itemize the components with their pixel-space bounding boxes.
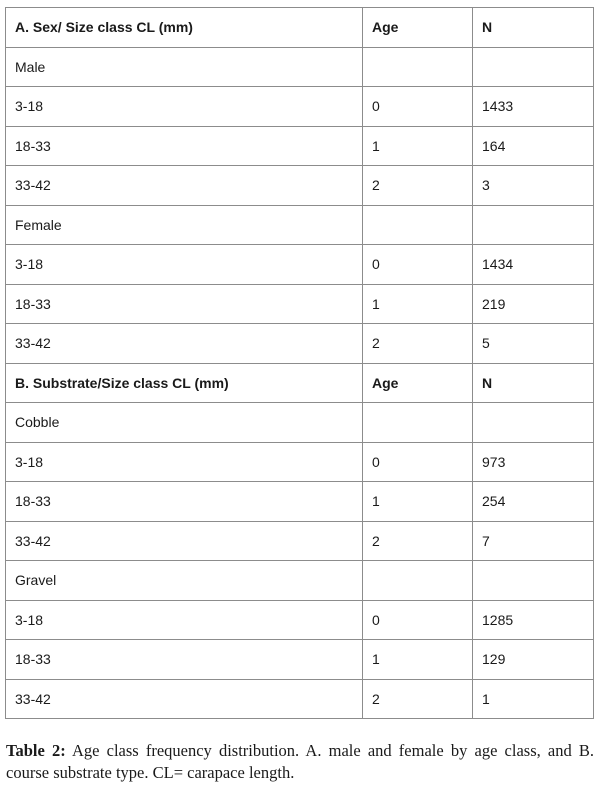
empty-cell <box>363 205 473 245</box>
age-cell: 2 <box>363 324 473 364</box>
size-class-cell: 33-42 <box>6 166 363 206</box>
table-row <box>6 640 594 680</box>
n-cell: 219 <box>473 284 594 324</box>
n-column-header: N <box>473 363 594 403</box>
section-b-title: B. Substrate/Size class CL (mm) <box>6 363 363 403</box>
age-cell: 1 <box>363 284 473 324</box>
empty-cell <box>363 403 473 443</box>
table-row <box>6 87 594 127</box>
size-class-cell: 3-18 <box>6 600 363 640</box>
n-cell: 129 <box>473 640 594 680</box>
size-class-cell: 33-42 <box>6 521 363 561</box>
age-cell: 2 <box>363 679 473 719</box>
table-row <box>6 284 594 324</box>
age-cell: 1 <box>363 482 473 522</box>
age-cell: 1 <box>363 126 473 166</box>
empty-cell <box>363 47 473 87</box>
group-row-male <box>6 47 594 87</box>
empty-cell <box>473 403 594 443</box>
age-column-header: Age <box>363 8 473 48</box>
data-table-container <box>5 7 593 719</box>
group-row-female <box>6 205 594 245</box>
age-column-header: Age <box>363 363 473 403</box>
age-cell: 1 <box>363 640 473 680</box>
age-cell: 2 <box>363 166 473 206</box>
size-class-cell: 18-33 <box>6 482 363 522</box>
table-row <box>6 482 594 522</box>
size-class-cell: 33-42 <box>6 324 363 364</box>
size-class-cell: 3-18 <box>6 87 363 127</box>
table-row <box>6 600 594 640</box>
n-cell: 164 <box>473 126 594 166</box>
table-caption <box>6 740 594 784</box>
age-cell: 2 <box>363 521 473 561</box>
table-row <box>6 324 594 364</box>
table-row <box>6 126 594 166</box>
size-class-cell: 3-18 <box>6 245 363 285</box>
table-row <box>6 521 594 561</box>
section-a-title: A. Sex/ Size class CL (mm) <box>6 8 363 48</box>
section-b-header-row <box>6 363 594 403</box>
table-row <box>6 245 594 285</box>
n-column-header: N <box>473 8 594 48</box>
caption-text: Age class frequency distribution. A. male and female by age class, and B. course substrate type. CL= carapace length. <box>6 741 594 782</box>
n-cell: 254 <box>473 482 594 522</box>
empty-cell <box>473 561 594 601</box>
age-cell: 0 <box>363 600 473 640</box>
table-row <box>6 679 594 719</box>
table-row <box>6 442 594 482</box>
group-label: Gravel <box>6 561 363 601</box>
empty-cell <box>363 561 473 601</box>
age-class-table <box>5 7 594 719</box>
n-cell: 1434 <box>473 245 594 285</box>
age-cell: 0 <box>363 442 473 482</box>
group-label: Female <box>6 205 363 245</box>
empty-cell <box>473 47 594 87</box>
size-class-cell: 18-33 <box>6 126 363 166</box>
group-label: Cobble <box>6 403 363 443</box>
age-cell: 0 <box>363 87 473 127</box>
section-a-header-row <box>6 8 594 48</box>
caption-label: Table 2: <box>6 741 66 760</box>
size-class-cell: 33-42 <box>6 679 363 719</box>
n-cell: 1433 <box>473 87 594 127</box>
empty-cell <box>473 205 594 245</box>
n-cell: 973 <box>473 442 594 482</box>
size-class-cell: 3-18 <box>6 442 363 482</box>
age-cell: 0 <box>363 245 473 285</box>
group-label: Male <box>6 47 363 87</box>
n-cell: 1 <box>473 679 594 719</box>
group-row-cobble <box>6 403 594 443</box>
group-row-gravel <box>6 561 594 601</box>
n-cell: 1285 <box>473 600 594 640</box>
size-class-cell: 18-33 <box>6 284 363 324</box>
table-row <box>6 166 594 206</box>
n-cell: 5 <box>473 324 594 364</box>
n-cell: 7 <box>473 521 594 561</box>
size-class-cell: 18-33 <box>6 640 363 680</box>
n-cell: 3 <box>473 166 594 206</box>
